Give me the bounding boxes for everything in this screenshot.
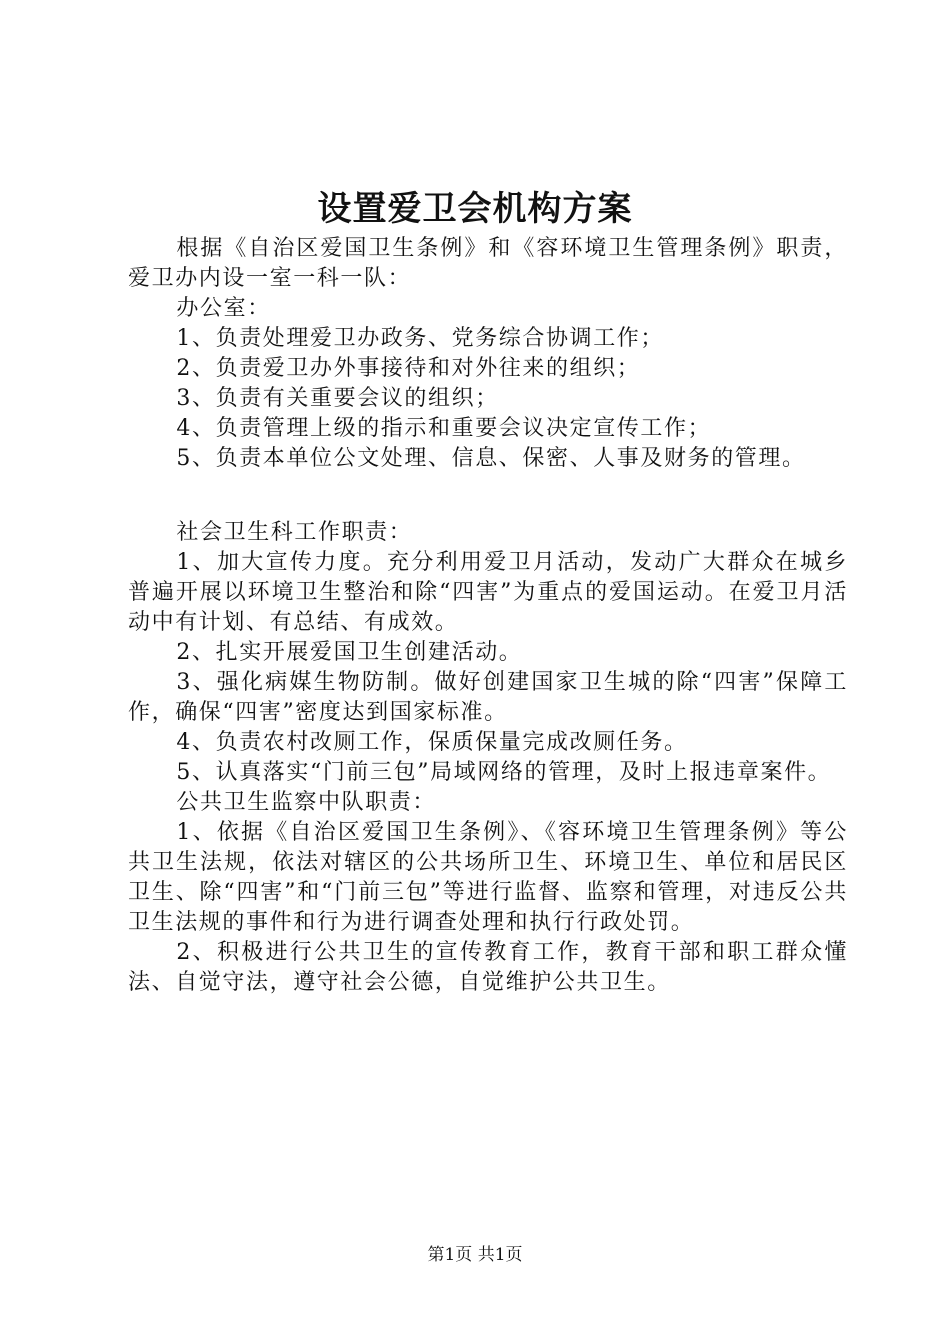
office-item-3: 3、负责有关重要会议的组织； [176,386,499,411]
inspection-item-2: 2、积极进行公共卫生的宣传教育工作，教育干部和职工群众懂法、自觉守法，遵守社会公德，自觉维护公共卫生。 [128,940,848,995]
office-item-5: 5、负责本单位公文处理、信息、保密、人事及财务的管理。 [176,446,806,471]
inspection-section-heading: 公共卫生监察中队职责： [176,790,436,815]
paragraph-spacer [128,474,848,518]
social-item-2: 2、扎实开展爱国卫生创建活动。 [176,640,523,665]
social-item-3: 3、强化病媒生物防制。做好创建国家卫生城的除“四害”保障工作，确保“四害”密度达到国家标准。 [128,670,848,725]
social-item-1: 1、加大宣传力度。充分利用爱卫月活动，发动广大群众在城乡普遍开展以环境卫生整治和除“四害”为重点的爱国运动。在爱卫月活动中有计划、有总结、有成效。 [128,550,848,635]
document-body [128,234,848,998]
office-item-2: 2、负责爱卫办外事接待和对外往来的组织； [176,356,641,381]
office-heading: 办公室： [176,296,271,321]
inspection-item-1: 1、依据《自治区爱国卫生条例》、《容环境卫生管理条例》等公共卫生法规，依法对辖区的公共场所卫生、环境卫生、单位和居民区卫生、除“四害”和“门前三包”等进行监督、监察和管理，对违反公共卫生法规的事件和行为进行调查处理和执行行政处罚。 [128,820,848,935]
page-number: 第1页 共1页 [427,1245,523,1265]
intro-paragraph: 根据《自治区爱国卫生条例》和《容环境卫生管理条例》职责，爱卫办内设一室一科一队： [128,236,848,291]
office-item-1: 1、负责处理爱卫办政务、党务综合协调工作； [176,326,664,351]
document-title: 设置爱卫会机构方案 [317,189,633,229]
social-item-4: 4、负责农村改厕工作，保质保量完成改厕任务。 [176,730,688,755]
social-section-heading: 社会卫生科工作职责： [176,520,413,545]
social-item-5: 5、认真落实“门前三包”局域网络的管理，及时上报违章案件。 [176,760,832,785]
office-item-4: 4、负责管理上级的指示和重要会议决定宣传工作； [176,416,712,441]
